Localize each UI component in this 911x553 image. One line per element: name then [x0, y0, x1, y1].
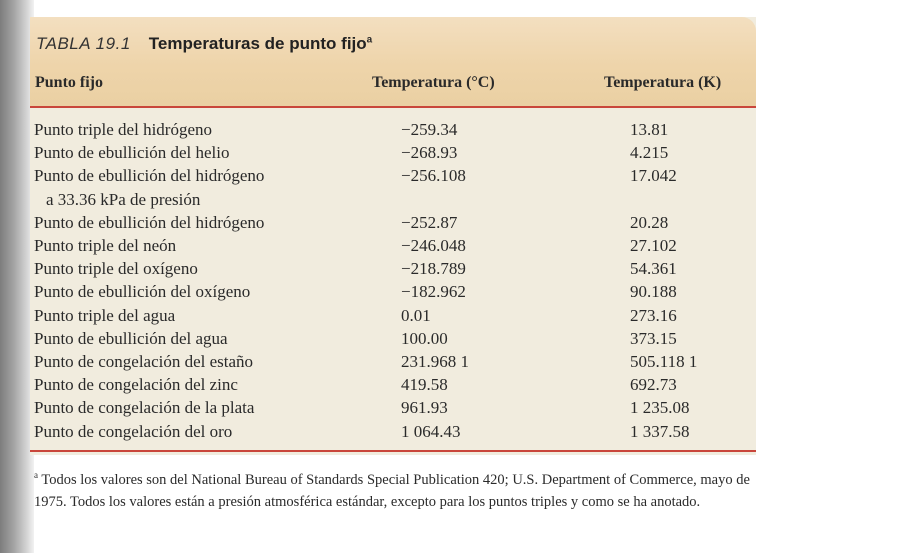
- table-row: [0, 234, 911, 257]
- table-header-band: [30, 17, 756, 106]
- fixed-point-name: Punto de ebullición del oxígeno: [34, 282, 251, 302]
- table-title: [36, 34, 372, 54]
- footnote-mark: a: [34, 470, 38, 480]
- table-row: [0, 327, 911, 350]
- table-row: [0, 211, 911, 234]
- table-row: [0, 350, 911, 373]
- kelvin-value: 373.15: [630, 328, 677, 348]
- fixed-point-name: Punto de congelación del zinc: [34, 375, 238, 395]
- celsius-value: −268.93: [401, 143, 458, 163]
- fixed-point-name: a 33.36 kPa de presión: [46, 189, 201, 209]
- fixed-point-name: Punto triple del hidrógeno: [34, 120, 213, 139]
- fixed-point-name: Punto de congelación del oro: [34, 421, 233, 441]
- celsius-value: 231.968 1: [401, 352, 469, 371]
- celsius-value: −252.87: [401, 212, 458, 232]
- fixed-point-name: Punto de congelación de la plata: [34, 398, 255, 418]
- column-header-kelvin: Temperatura (K): [604, 74, 722, 91]
- table-row: [0, 141, 911, 164]
- fixed-point-name: Punto de ebullición del helio: [34, 143, 230, 163]
- fixed-point-name: Punto triple del oxígeno: [34, 259, 198, 279]
- table-name: Temperaturas de punto fijo: [148, 34, 367, 53]
- kelvin-value: 17.042: [630, 166, 677, 186]
- table-row: [0, 164, 911, 187]
- table-row: [0, 280, 911, 303]
- header-rule: [30, 106, 756, 108]
- table-footnote: [34, 464, 764, 513]
- kelvin-value: 692.73: [630, 375, 677, 395]
- footnote-text: Todos los valores son del National Bureau of Standards Special Publication 420; U.S. Department of Commerce, mayo de 1975. Todos los valores están a presión atmosférica estándar, excepto para los puntos triples y como se ha anotado.: [34, 471, 750, 510]
- celsius-value: 100.00: [401, 328, 448, 348]
- bottom-rule: [30, 450, 756, 452]
- kelvin-value: 13.81: [630, 120, 669, 139]
- celsius-value: −218.789: [401, 259, 466, 279]
- table-row: [0, 188, 911, 211]
- table-number: TABLA 19.1: [36, 34, 131, 53]
- celsius-value: −182.962: [401, 282, 466, 302]
- table-row: [0, 420, 911, 443]
- fixed-point-name: Punto de congelación del estaño: [34, 352, 254, 371]
- fixed-point-name: Punto de ebullición del hidrógeno: [34, 166, 265, 186]
- celsius-value: −256.108: [401, 166, 466, 186]
- kelvin-value: 1 337.58: [630, 421, 690, 441]
- table-row: [0, 304, 911, 327]
- title-footnote-mark: a: [366, 34, 373, 46]
- fixed-point-name: Punto triple del neón: [34, 236, 177, 255]
- kelvin-value: 54.361: [630, 259, 677, 279]
- kelvin-value: 1 235.08: [630, 398, 690, 418]
- table-row: [0, 396, 911, 419]
- kelvin-value: 4.215: [630, 143, 669, 163]
- table-row: [0, 257, 911, 280]
- fixed-point-name: Punto de ebullición del agua: [34, 328, 228, 348]
- celsius-value: −259.34: [401, 120, 458, 139]
- column-header-fixed-point: Punto fijo: [35, 74, 103, 91]
- fixed-point-name: Punto de ebullición del hidrógeno: [34, 212, 265, 232]
- celsius-value: 961.93: [401, 398, 448, 418]
- kelvin-value: 273.16: [630, 305, 677, 325]
- kelvin-value: 90.188: [630, 282, 677, 302]
- kelvin-value: 505.118 1: [630, 352, 698, 371]
- celsius-value: −246.048: [401, 236, 466, 255]
- table-row: [0, 373, 911, 396]
- kelvin-value: 27.102: [630, 236, 677, 255]
- celsius-value: 1 064.43: [401, 421, 461, 441]
- celsius-value: 0.01: [401, 305, 431, 325]
- column-header-celsius: Temperatura (°C): [372, 74, 495, 91]
- table-row: [0, 118, 911, 141]
- fixed-point-name: Punto triple del agua: [34, 305, 176, 325]
- celsius-value: 419.58: [401, 375, 448, 395]
- kelvin-value: 20.28: [630, 212, 669, 232]
